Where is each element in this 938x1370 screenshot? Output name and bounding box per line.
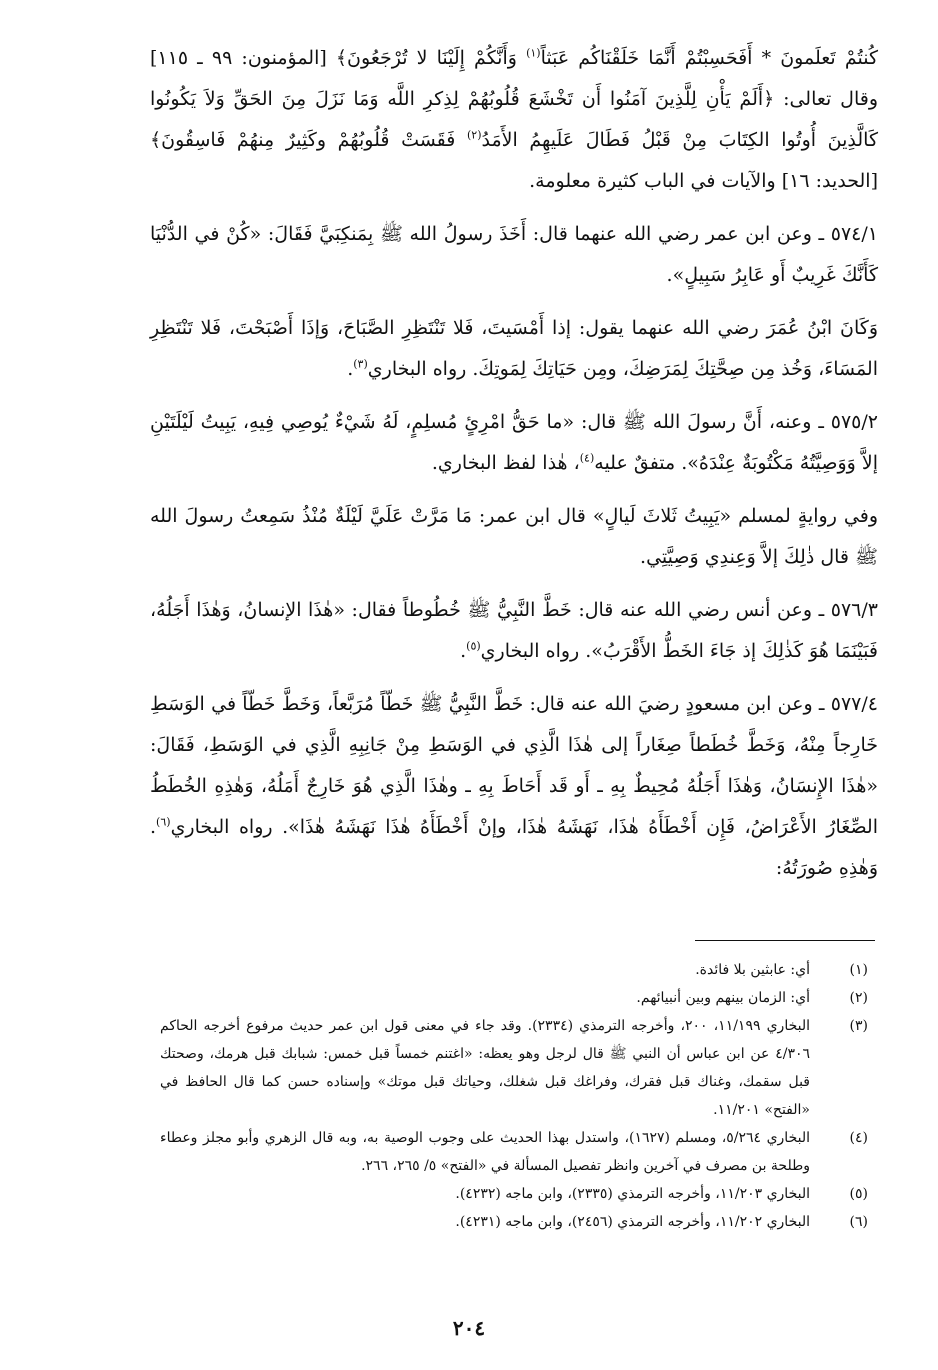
- paragraph-text: .: [460, 640, 467, 662]
- paragraph-hadith-576: [150, 590, 878, 672]
- footnote-item: [160, 1180, 868, 1208]
- footnote-text: أي: عابثين بلا فائدة.: [695, 962, 810, 978]
- footnote-item: [160, 1124, 868, 1180]
- footnote-ref: (٦): [156, 815, 171, 829]
- page-number: ٢٠٤: [452, 1316, 486, 1340]
- paragraph-text: وَكَانَ ابْنُ عُمَرَ رضي الله عنهما يقول: إذا أَمْسَيتَ، فَلا تَنْتَظِرِ الصَّبَاحَ، وَإذَا أَصْبَحْتَ، فَلا تَنْتَظِرِ المَسَاءَ، وَخُذ مِن صِحَّتِكَ لِمَرَضِكَ، ومِن حَيَاتِكَ لِمَوتِكَ. رواه البخاري: [150, 317, 878, 380]
- paragraph-text: ٥٧٤/١ ـ وعن ابن عمر رضي الله عنهما قال: أَخَذَ رسولُ الله ﷺ بِمَنكِبَيَّ فَقَالَ: «كُنْ في الدُّنْيَا كَأَنَّكَ غَرِيبٌ أَو عَابِرُ سَبِيلٍ».: [150, 223, 878, 286]
- paragraph-text: وَأَنَّكُمْ إِلَيْنَا لا تُرْجَعُونَ﴾ [المؤمنون: ٩٩ ـ ١١٥] وقال تعالى: ﴿أَلَمْ يَأْنِ لِلَّذِينَ آمَنُوا أَن تَخْشَعَ قُلُوبُهُمْ لِذِكرِ اللَّه وَمَا نَزَلَ مِنَ الحَقِّ وَلاَ يَكُونُوا كَالَّذِينَ أُوتُوا الكِتَابَ مِنْ قَبْلُ فَطَالَ عَلَيهِمُ الأَمَدُ: [150, 47, 878, 151]
- paragraph-hadith-577: [150, 684, 878, 889]
- paragraph-text: ٥٧٧/٤ ـ وعن ابن مسعودٍ رضيَ الله عنه قال: خَطَّ النَّبِيُّ ﷺ خَطّاً مُرَبَّعاً، وَخَطَّ خَطّاً في الوَسَطِ خَارِجاً مِنْهُ، وَخَطَّ خُطَطاً صِغَاراً إلى هٰذَا الَّذِي في الوَسَطِ مِنْ جَانِبِهِ الَّذِي في الوَسَطِ، فَقَالَ: «هٰذَا الإِنسَانُ، وَهٰذَا أَجَلُهُ مُحِيطٌ بِهِ ـ أَو قَد أَحَاطَ بِهِ ـ وهٰذَا الَّذِي هُوَ خَارِجٌ أَمَلُهُ، وَهٰذِهِ الخُطَطُ الصِّغَارُ الأَعْرَاضُ، فَإِن أَخْطَأَهُ هٰذَا، نَهَشَهُ هٰذَا، وإنْ أَخْطَأَهُ هٰذَا نَهَشَهُ هٰذَا». رواه البخاري: [150, 693, 878, 838]
- footnote-text: البخاري ١١/١٩٩، ٢٠٠، وأخرجه الترمذي (٢٣٣٤). وقد جاء في معنى قول ابن عمر حديث مرفوع أخرجه الحاكم ٤/٣٠٦ عن ابن عباس أن النبي ﷺ قال لرجل وهو يعظه: «اغتنم خمساً قبل خمس: شبابك قبل هرمك، وصحتك قبل سقمك، وغناك قبل فقرك، وفراغك قبل شغلك، وحياتك قبل موتك» وإسناده حسن كما قال الحافظ في «الفتح» ١١/٢٠١.: [160, 1018, 810, 1118]
- paragraph-text: ٥٧٦/٣ ـ وعن أنس رضي الله عنه قال: خَطَّ النَّبِيُّ ﷺ خُطُوطاً فقال: «هٰذَا الإنسانُ، وَهٰذَا أَجَلُهُ، فَبَيْنَمَا هُوَ كَذٰلِكَ إذ جَاءَ الخَطُّ الأَقْرَبُ». رواه البخاري: [150, 599, 878, 662]
- main-text: [150, 38, 878, 901]
- footnote-text: البخاري ١١/٢٠٢، وأخرجه الترمذي (٢٤٥٦)، وابن ماجه (٤٢٣١).: [455, 1214, 810, 1230]
- footnote-ref: (٣): [353, 357, 368, 371]
- paragraph-muslim-narration: [150, 496, 878, 578]
- footnote-number: (١): [849, 962, 868, 978]
- footnote-number: (٣): [849, 1018, 868, 1034]
- footnote-number: (٦): [849, 1214, 868, 1230]
- footnote-number: (٤): [849, 1130, 868, 1146]
- footnote-number: (٥): [849, 1186, 868, 1202]
- paragraph-text: فَقَسَتْ قُلُوبُهُمْ وكَثِيرٌ مِنهُمْ فَاسِقُونَ﴾ [الحديد: ١٦] والآيات في الباب كثيرة معلومة.: [150, 129, 878, 192]
- footnote-text: البخاري ١١/٢٠٣، وأخرجه الترمذي (٢٣٣٥)، وابن ماجه (٤٢٣٢).: [455, 1186, 810, 1202]
- footnote-ref: (٢): [466, 128, 482, 142]
- footnote-item: [160, 984, 868, 1012]
- paragraph-text: ٥٧٥/٢ ـ وعنه، أَنَّ رسولَ الله ﷺ قال: «ما حَقُّ امْرِئٍ مُسلِمٍ، لَهُ شَيْءٌ يُوصِي فِيهِ، يَبِيتُ لَيْلَتَيْنِ إلاَّ وَوَصِيَّتُهُ مَكْتُوبَةٌ عِنْدَهُ». متفقٌ عليه: [150, 411, 878, 474]
- footnote-text: أي: الزمان بينهم وبين أنبيائهم.: [636, 990, 810, 1006]
- footnote-item: [160, 1012, 868, 1124]
- paragraph-text: كُنتُمْ تَعلَمونَ * أَفَحَسِبْتُمْ أَنَّمَا خَلَقْنَاكُم عَبَثاً: [540, 47, 878, 69]
- footnote-text: البخاري ٥/٢٦٤، ومسلم (١٦٢٧)، واستدل بهذا الحديث على وجوب الوصية به، وبه قال الزهري وأبو مجلز وعطاء وطلحة بن مصرف في آخرين وانظر تفصيل المسألة في «الفتح» ٥/ ٢٦٥، ٢٦٦.: [160, 1130, 810, 1174]
- footnote-ref: (٥): [466, 639, 481, 653]
- paragraph-hadith-574: [150, 214, 878, 296]
- paragraph-text: . وَهٰذِهِ صُورَتُهُ:: [150, 816, 878, 879]
- footnote-item: [160, 956, 868, 984]
- footnote-number: (٢): [849, 990, 868, 1006]
- footnotes: [160, 956, 868, 1236]
- paragraph-ibn-umar-saying: [150, 308, 878, 390]
- footnote-item: [160, 1208, 868, 1236]
- footnote-ref: (٤): [579, 451, 595, 465]
- paragraph-intro: [150, 38, 878, 202]
- paragraph-text: وفي روايةٍ لمسلم «يَبِيتُ ثَلاثَ لَيالٍ» قال ابن عمر: مَا مَرَّتْ عَلَيَّ لَيْلَةٌ مُنْذُ سَمِعتُ رسولَ الله ﷺ قال ذٰلِكَ إلاَّ وَعِندِي وَصِيَّتِي.: [150, 505, 878, 568]
- paragraph-text: .: [347, 358, 354, 380]
- footnote-ref: (١): [526, 46, 541, 60]
- footnote-separator: [695, 940, 875, 941]
- paragraph-text: ، هٰذا لفظ البخاري.: [431, 452, 580, 474]
- paragraph-hadith-575: [150, 402, 878, 484]
